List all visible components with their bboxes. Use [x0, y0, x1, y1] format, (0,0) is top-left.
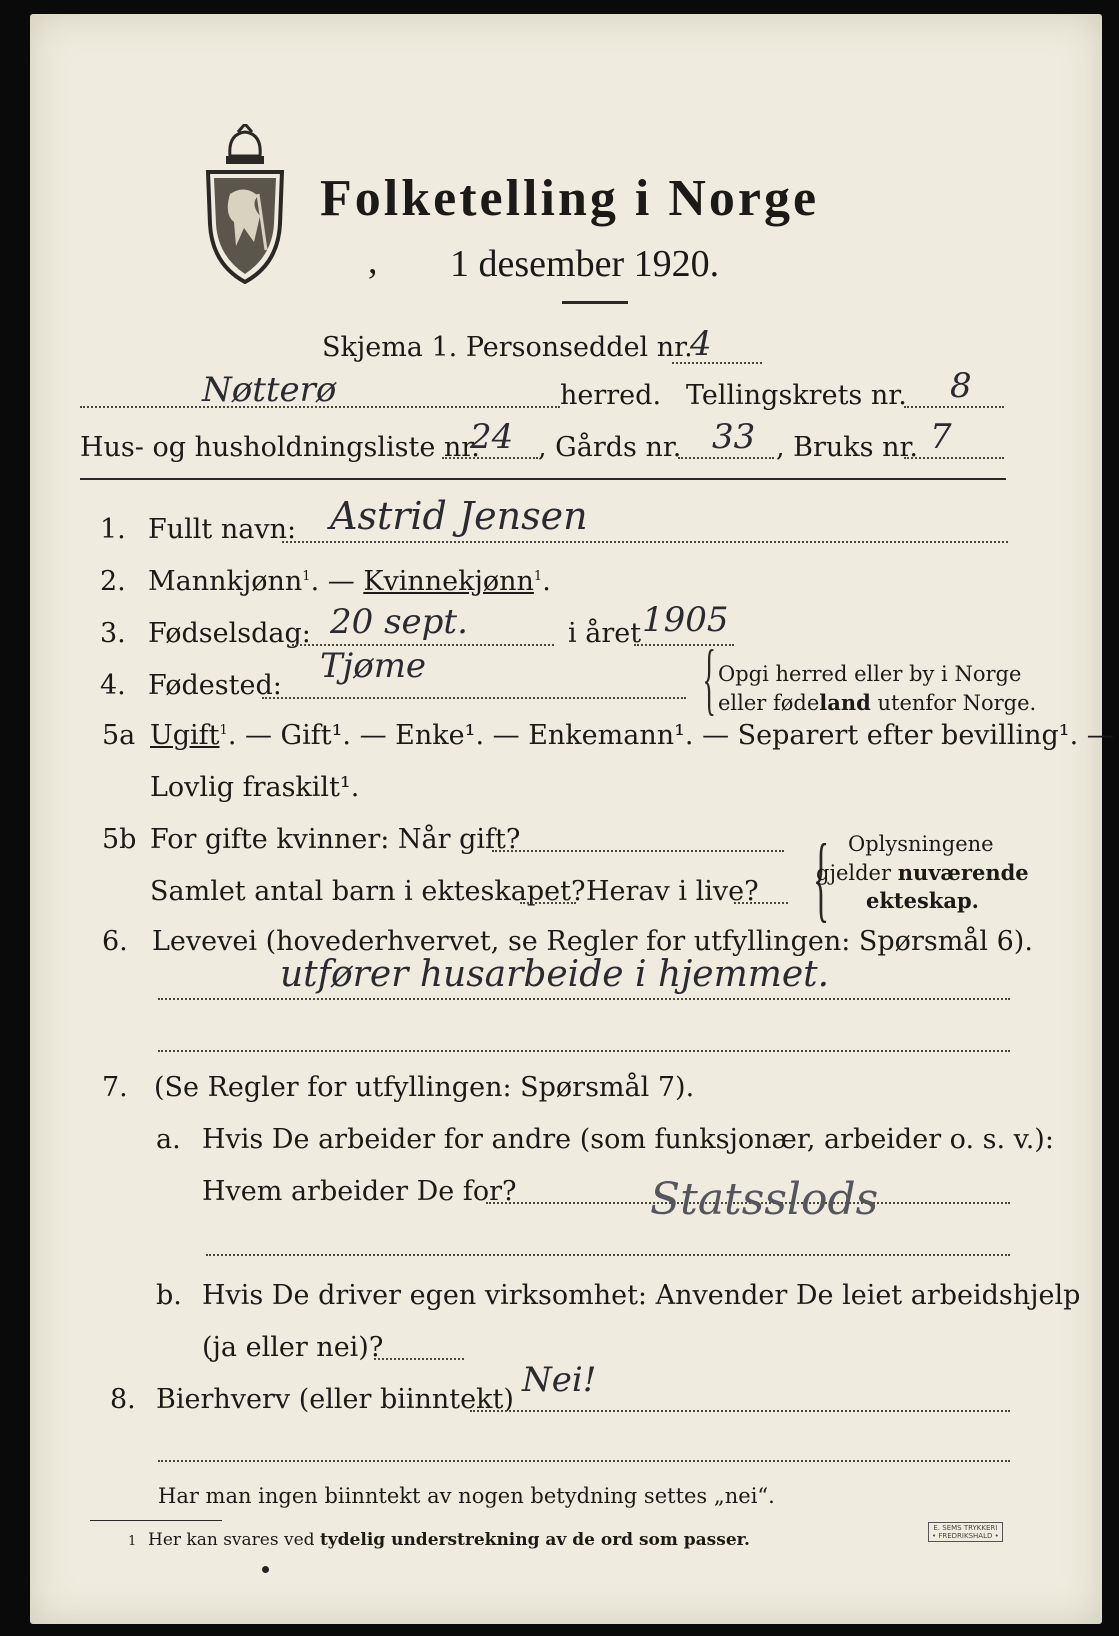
footnote-text-bold: tydelig understrekning av de ord som passer.: [319, 1530, 750, 1550]
q5b-note-bold: nuværende: [897, 860, 1029, 885]
q4-note-part: utenfor Norge.: [870, 691, 1037, 715]
q6-number: 6.: [102, 926, 128, 957]
q3-number: 3.: [100, 618, 126, 649]
q8-label: Bierhverv (eller biinntekt): [156, 1384, 514, 1415]
bruks-label: , Bruks nr.: [776, 432, 919, 463]
herred-value: Nøtterø: [202, 370, 337, 410]
q8-line2: [158, 1460, 1010, 1462]
q1-number: 1.: [100, 514, 126, 545]
side-income-value: Nei!: [522, 1360, 597, 1400]
q7b-line: [374, 1358, 464, 1360]
q2-separator: . —: [310, 566, 364, 597]
q3-year-label: i året: [568, 618, 642, 649]
title-rule: [562, 301, 628, 304]
q1-line: [282, 541, 1008, 543]
q4-note-line1: Opgi herred eller by i Norge: [718, 662, 1022, 686]
footnote-rule: [90, 1520, 222, 1521]
q7a-letter: a.: [156, 1124, 181, 1155]
q5b-number: 5b: [102, 824, 137, 855]
census-date: 1 desember 1920.: [450, 243, 720, 285]
q7-label: (Se Regler for utfyllingen: Spørsmål 7).: [154, 1072, 695, 1103]
q1-label: Fullt navn:: [148, 514, 297, 545]
census-form-sheet: [30, 14, 1114, 1624]
q4-brace: {: [702, 635, 716, 723]
hus-line: [442, 457, 538, 459]
q5b-note2: [816, 860, 1029, 885]
hus-value: 24: [470, 417, 514, 457]
norway-coat-of-arms-icon: [200, 124, 290, 284]
q4-label: Fødested:: [148, 670, 282, 701]
q5b-note3: ekteskap.: [866, 888, 979, 913]
occupation-value: utfører husarbeide i hjemmet.: [280, 954, 830, 995]
schema-label: Skjema 1. Personseddel nr.: [322, 332, 693, 363]
employer-value: Statsslods: [650, 1174, 879, 1225]
printer-stamp: [928, 1522, 1003, 1542]
q4-note-bold: land: [819, 690, 871, 715]
footnote-ref: 1: [533, 569, 543, 584]
q7a-line2-dots: [206, 1254, 1010, 1256]
q7b-line1: Hvis De driver egen virksomhet: Anvender De leiet arbeidshjelp: [202, 1280, 1081, 1311]
printer-stamp-line2: • FREDRIKSHALD •: [932, 1532, 999, 1540]
q5b-alive-line: [734, 902, 788, 904]
kvinnekjonn-option-underlined: Kvinnekjønn: [363, 566, 534, 597]
q6-line1: [158, 998, 1010, 1000]
q3-year-line: [634, 644, 734, 646]
q5b-note1: Oplysningene: [848, 832, 994, 856]
nei-instruction: Har man ingen biinntekt av nogen betydning settes „nei“.: [158, 1484, 775, 1508]
q3-label: Fødselsdag:: [148, 618, 311, 649]
tellingskrets-line: [904, 406, 1004, 408]
q4-number: 4.: [100, 670, 126, 701]
tellingskrets-label: Tellingskrets nr.: [686, 380, 907, 411]
birthplace-value: Tjøme: [320, 646, 427, 686]
q5a-number: 5a: [102, 720, 136, 751]
q5b-children-line: [520, 902, 576, 904]
footnote-ref: 1: [302, 569, 311, 584]
q4-note-part: eller føde: [718, 691, 820, 715]
q5a-other-options: . — Gift¹. — Enke¹. — Enkemann¹. — Separert efter bevilling¹. —: [227, 720, 1114, 751]
q5b-line2a: Samlet antal barn i ekteskapet?: [150, 876, 586, 907]
q5b-brace: {: [812, 824, 830, 931]
gards-label: , Gårds nr.: [538, 432, 682, 463]
q5b-line2b: Herav i live?: [586, 876, 759, 907]
q5a-line2: Lovlig fraskilt¹.: [150, 772, 360, 803]
q5b-line1: For gifte kvinner: Når gift?: [150, 824, 521, 855]
q6-label: Levevei (hovederhvervet, se Regler for utfyllingen: Spørsmål 6).: [152, 926, 1033, 957]
hus-label: Hus- og husholdningsliste nr.: [80, 432, 480, 463]
printer-stamp-line1: E. SEMS TRYKKERI: [933, 1524, 998, 1532]
q7b-line2: (ja eller nei)?: [202, 1332, 384, 1363]
form-title: Folketelling i Norge: [320, 170, 820, 227]
full-name-value: Astrid Jensen: [330, 494, 588, 538]
footnote-ref: 1: [219, 723, 228, 738]
footnote-text-part: Her kan svares ved: [148, 1530, 320, 1550]
footnote-mark: 1: [128, 1534, 137, 1549]
ink-dot: [262, 1566, 269, 1573]
bruks-value: 7: [930, 417, 952, 457]
q5b-married-line: [492, 850, 784, 852]
tellingskrets-value: 8: [950, 366, 972, 406]
footnote-text: [148, 1530, 750, 1550]
mannkjonn-option: Mannkjønn: [148, 566, 303, 597]
stray-mark: ,: [368, 240, 378, 282]
q7-number: 7.: [102, 1072, 128, 1103]
q2-end: .: [542, 566, 551, 597]
q5a-options: [150, 720, 1114, 751]
q7b-letter: b.: [156, 1280, 182, 1311]
personseddel-line: [672, 362, 762, 364]
q4-note-line2: [718, 690, 1036, 715]
q8-line: [470, 1410, 1010, 1412]
q7a-line1: Hvis De arbeider for andre (som funksjonær, arbeider o. s. v.):: [202, 1124, 1054, 1155]
header-divider: [80, 478, 1006, 480]
q2-options: [148, 566, 551, 597]
q4-line: [262, 697, 686, 699]
q8-number: 8.: [110, 1384, 136, 1415]
birth-year-value: 1905: [642, 600, 729, 640]
q5b-note-part: gjelder: [816, 861, 898, 885]
birthday-value: 20 sept.: [330, 602, 468, 642]
gards-value: 33: [712, 417, 756, 457]
herred-label: herred.: [560, 380, 662, 411]
ugift-option-underlined: Ugift: [150, 720, 220, 751]
gards-line: [678, 457, 774, 459]
q6-line2: [158, 1050, 1010, 1052]
q7a-line2: Hvem arbeider De for?: [202, 1176, 517, 1207]
q2-number: 2.: [100, 566, 126, 597]
bruks-line: [904, 457, 1004, 459]
personseddel-nr-value: 4: [690, 324, 712, 364]
